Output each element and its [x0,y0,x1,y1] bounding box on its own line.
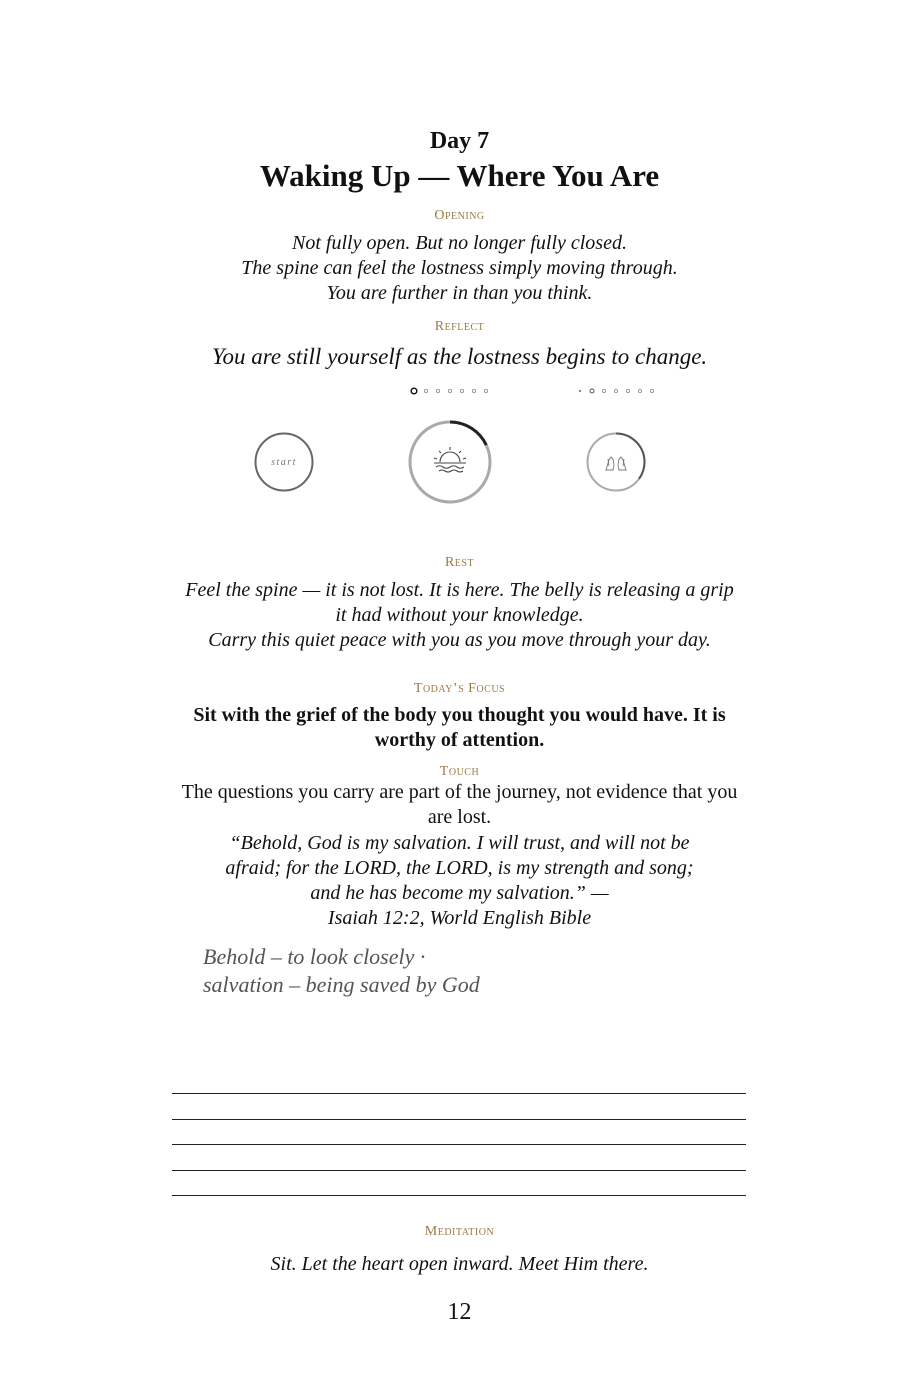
glossary-item: Behold – to look closely · [203,944,426,969]
verse-line: afraid; for the LORD, the LORD, is my strength and song; [225,857,694,879]
step-dot [448,389,451,392]
focus-line: Sit with the grief of the body you thought you would have. It is [193,704,726,726]
opening-line: The spine can feel the lostness simply moving through. [241,257,678,279]
touch-text [0,780,919,830]
focus-label: Today’s Focus [413,681,506,696]
step-dot [626,389,629,392]
step-dot [579,390,581,392]
touch-label: Touch [439,764,480,779]
start-button-label: start [271,457,297,468]
rest-line: it had without your knowledge. [335,604,584,626]
step-dot [424,389,427,392]
meditation-text: Sit. Let the heart open inward. Meet Him there. [270,1253,649,1275]
glossary-item: salvation – being saved by God [203,972,480,997]
meditation-label: Meditation [424,1224,495,1239]
reflect-label: Reflect [434,319,485,334]
hands-button[interactable] [588,434,645,491]
journal-line[interactable] [172,1170,746,1171]
page-number: 12 [447,1299,472,1325]
step-dot [602,389,605,392]
journal-line[interactable] [172,1119,746,1120]
step-dot [590,389,594,393]
audio-controls [0,380,919,510]
start-button[interactable] [256,434,313,491]
step-dot [484,389,487,392]
step-dots-right [579,389,654,393]
step-dot [614,389,617,392]
rest-line: Carry this quiet peace with you as you move through your day. [208,629,711,651]
scripture-verse [0,831,919,931]
rest-text [0,578,919,653]
sunrise-play-button[interactable] [410,422,490,502]
step-dot [436,389,439,392]
journal-line[interactable] [172,1195,746,1196]
page-title: Waking Up — Where You Are [259,158,660,193]
opening-line: Not fully open. But no longer fully closed. [292,232,627,254]
step-dot [472,389,475,392]
verse-citation: Isaiah 12:2, World English Bible [327,907,592,929]
touch-line: are lost. [427,806,492,828]
opening-label: Opening [434,208,485,223]
step-dots-left [411,388,487,394]
touch-line: The questions you carry are part of the journey, not evidence that you [181,781,738,803]
step-dot [650,389,653,392]
verse-line: and he has become my salvation.” — [310,882,609,904]
opening-line: You are further in than you think. [326,282,593,304]
step-dot [460,389,463,392]
step-dot [638,389,641,392]
verse-line: “Behold, God is my salvation. I will trust, and will not be [229,832,690,854]
journal-line[interactable] [172,1093,746,1094]
focus-line: worthy of attention. [374,729,545,751]
opening-text [0,231,919,306]
reflect-text: You are still yourself as the lostness begins to change. [211,344,708,369]
rest-label: Rest [444,555,475,570]
journal-line[interactable] [172,1144,746,1145]
step-dot [411,388,417,394]
rest-line: Feel the spine — it is not lost. It is here. The belly is releasing a grip [185,579,734,601]
focus-text [0,703,919,753]
day-heading: Day 7 [429,128,490,154]
glossary [203,943,480,999]
